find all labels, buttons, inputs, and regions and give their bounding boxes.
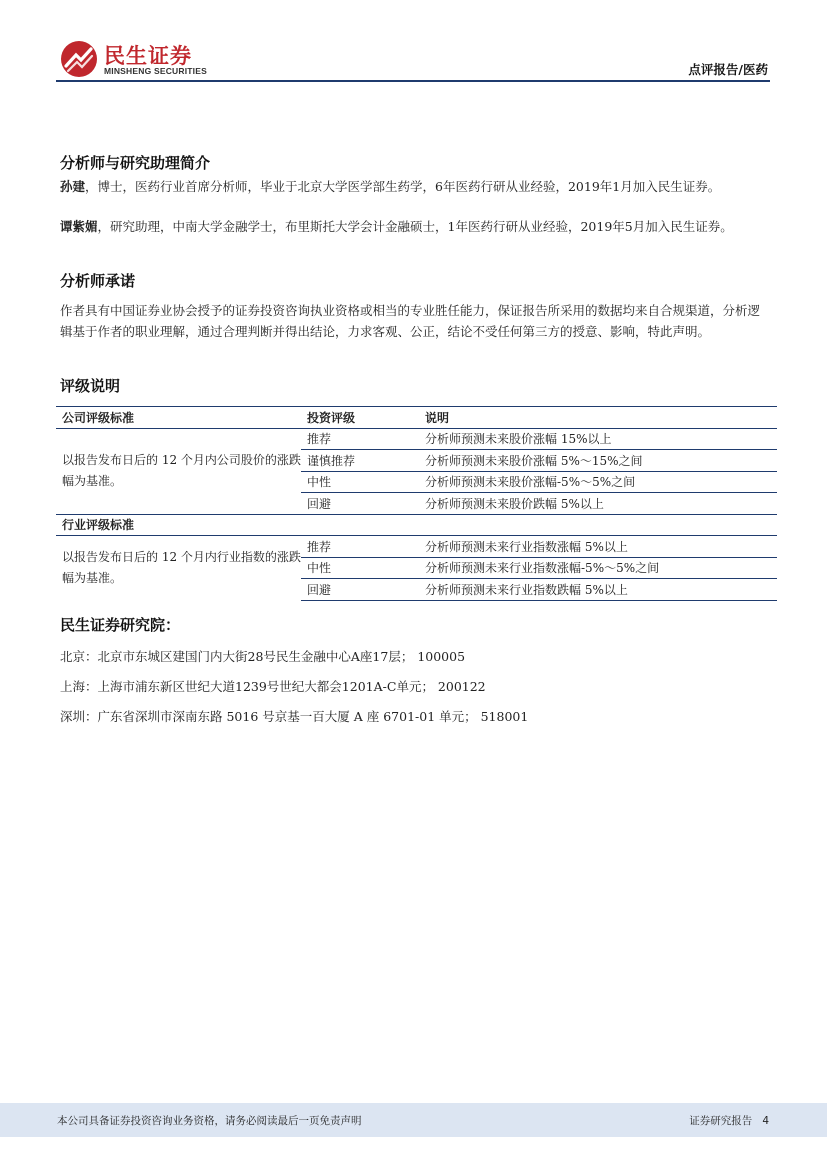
address-shanghai: 上海：上海市浦东新区世纪大道1239号世纪大都会1201A-C单元； 200122 — [60, 679, 486, 694]
company-basis: 以报告发布日后的 12 个月内公司股价的涨跌幅为基准。 — [62, 453, 301, 488]
report-type-label: 点评报告/医药 — [688, 62, 768, 77]
table-row — [56, 428, 777, 450]
company-logo — [56, 36, 216, 82]
minsheng-logo-icon — [60, 40, 98, 78]
desc-cell: 分析师预测未来股价涨幅 5%～15%之间 — [419, 450, 777, 472]
industry-std-row — [56, 514, 777, 536]
rating-cell: 回避 — [301, 579, 419, 601]
rating-cell: 中性 — [301, 471, 419, 493]
assistant-bio-text: ，研究助理，中南大学金融学士，布里斯托大学会计金融硕士，1年医药行研从业经验，2019年5月加入民生证券。 — [97, 219, 733, 234]
commitment-text: 作者具有中国证券业协会授予的证券投资咨询执业资格或相当的专业胜任能力，保证报告所采用的数据均来自合规渠道，分析逻辑基于作者的职业理解，通过合理判断并得出结论，力求客观、公正，结论不受任何第三方的授意、影响，特此声明。 — [60, 303, 761, 339]
desc-cell: 分析师预测未来行业指数涨幅-5%～5%之间 — [419, 557, 777, 579]
logo-chinese-name: 民生证券 — [104, 44, 192, 68]
analyst-bio — [60, 176, 772, 197]
rating-header: 投资评级 — [301, 407, 419, 429]
desc-cell: 分析师预测未来行业指数跌幅 5%以上 — [419, 579, 777, 601]
address-beijing: 北京：北京市东城区建国门内大街28号民生金融中心A座17层； 100005 — [60, 649, 466, 664]
commitment-title: 分析师承诺 — [60, 272, 136, 290]
rating-cell: 推荐 — [301, 428, 419, 450]
footer-label: 证券研究报告 — [689, 1115, 753, 1127]
rating-cell: 谨慎推荐 — [301, 450, 419, 472]
rating-cell: 推荐 — [301, 536, 419, 558]
industry-std-header: 行业评级标准 — [56, 514, 301, 536]
page-number: 4 — [762, 1115, 769, 1127]
rating-cell: 回避 — [307, 496, 332, 511]
industry-basis: 以报告发布日后的 12 个月内行业指数的涨跌幅为基准。 — [62, 550, 301, 585]
desc-cell: 分析师预测未来行业指数涨幅 5%以上 — [419, 536, 777, 558]
desc-cell: 分析师预测未来股价涨幅-5%～5%之间 — [419, 471, 777, 493]
desc-cell: 分析师预测未来股价跌幅 5%以上 — [425, 496, 604, 511]
assistant-name: 谭紫媚 — [60, 219, 98, 234]
rating-title: 评级说明 — [60, 377, 121, 395]
table-row — [56, 536, 777, 558]
page-header — [56, 36, 770, 82]
rating-table — [56, 406, 777, 601]
header-divider — [56, 80, 770, 82]
analyst-bio-text: ，博士，医药行业首席分析师，毕业于北京大学医学部生药学，6年医药行研从业经验，2019年1月加入民生证券。 — [85, 179, 721, 194]
desc-header: 说明 — [419, 407, 777, 429]
footer-right — [689, 1113, 769, 1128]
address-shenzhen: 深圳：广东省深圳市深南东路 5016 号京基一百大厦 A 座 6701-01 单元； 518001 — [60, 709, 529, 724]
page-footer — [0, 1103, 827, 1137]
logo-english-name: MINSHENG SECURITIES — [104, 66, 207, 76]
footer-disclaimer: 本公司具备证券投资咨询业务资格，请务必阅读最后一页免责声明 — [57, 1115, 362, 1127]
assistant-bio — [60, 216, 772, 237]
analyst-name: 孙建 — [60, 179, 86, 194]
analyst-intro-title: 分析师与研究助理简介 — [60, 154, 211, 172]
institute-title: 民生证券研究院： — [60, 616, 181, 634]
rating-table-header — [56, 407, 777, 429]
company-std-header: 公司评级标准 — [56, 407, 301, 429]
desc-cell: 分析师预测未来股价涨幅 15%以上 — [419, 428, 777, 450]
rating-cell: 中性 — [301, 557, 419, 579]
